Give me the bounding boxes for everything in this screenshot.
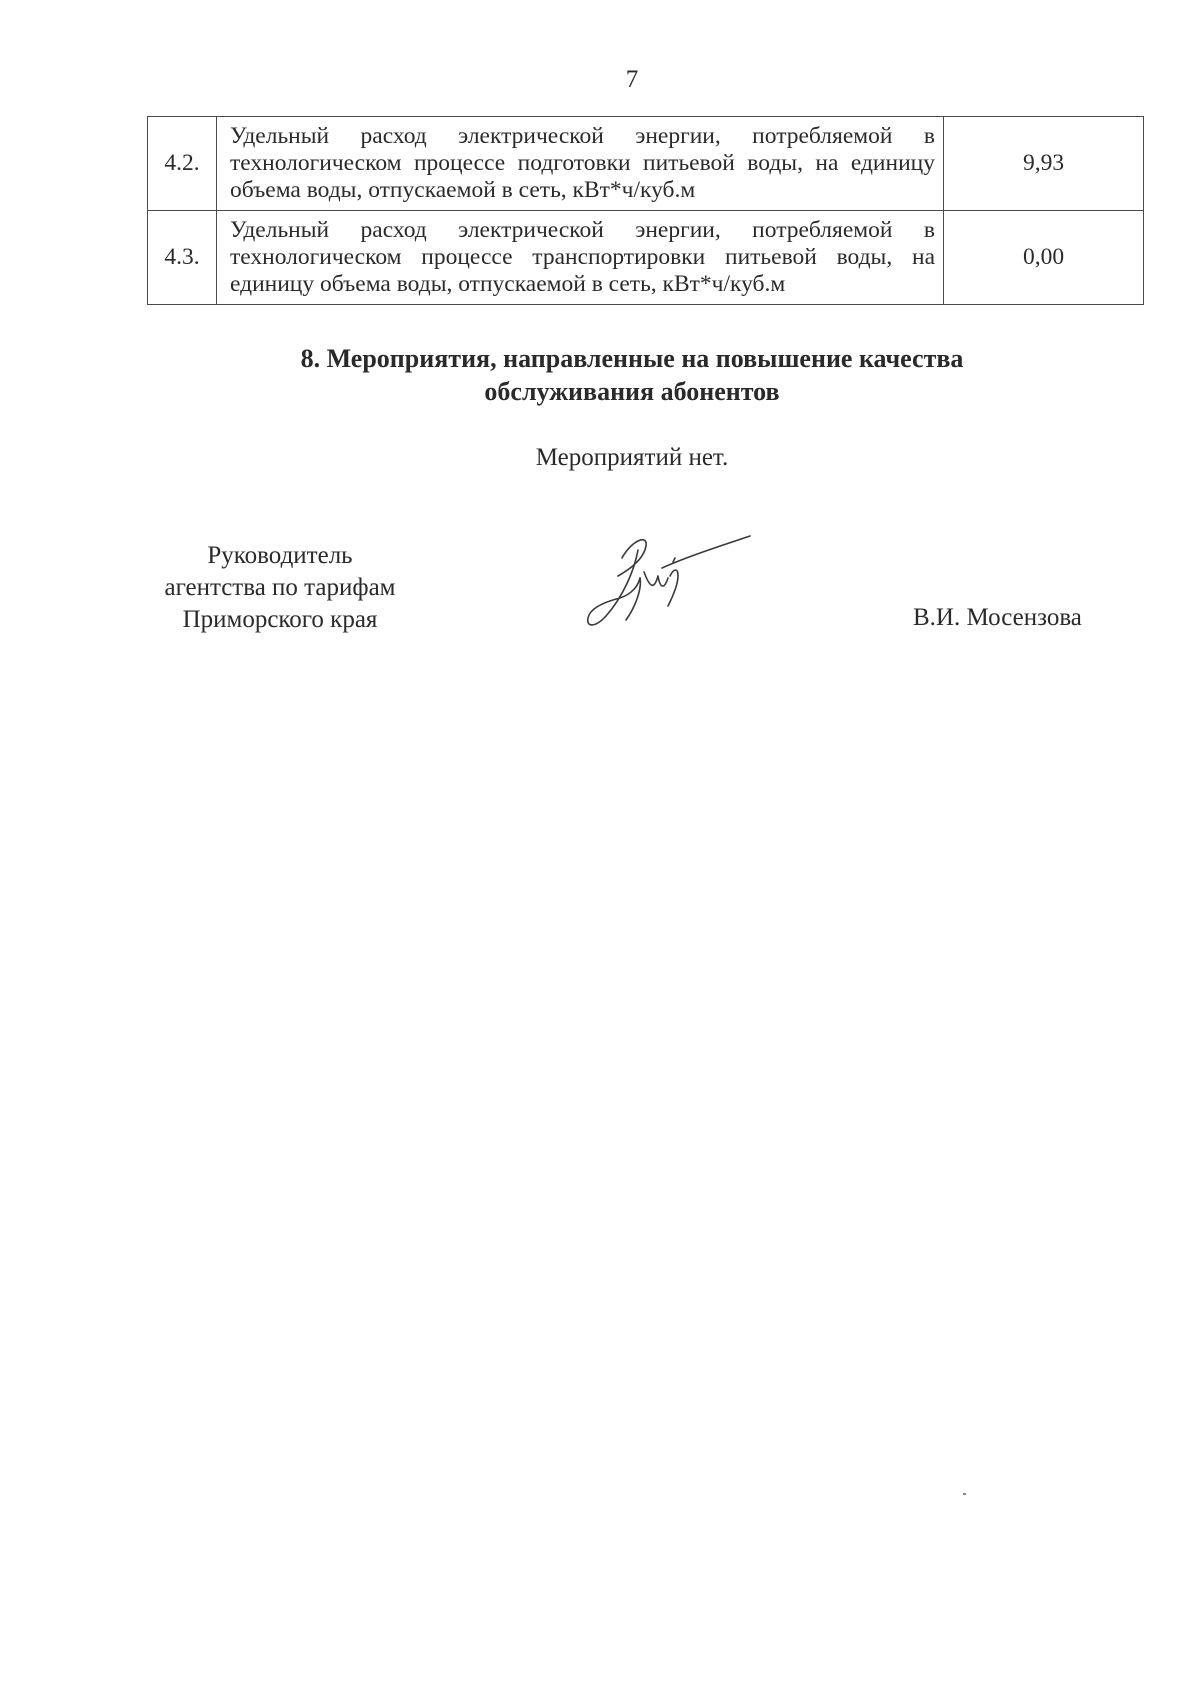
signer-position-line: Руководитель xyxy=(207,542,353,569)
section-heading-line: обслуживания абонентов xyxy=(484,377,780,406)
row-value: 9,93 xyxy=(944,117,1144,211)
signer-name: В.И. Мосензова xyxy=(913,604,1082,631)
signer-position xyxy=(130,540,430,636)
page-number: 7 xyxy=(625,66,639,93)
row-description: Удельный расход электрической энергии, потребляемой в технологическом процессе подготовки питьевой воды, на единицу объема воды, отпускаемой в сеть, кВт*ч/куб.м xyxy=(217,117,944,211)
handwritten-signature xyxy=(574,528,754,638)
section-heading-line: 8. Мероприятия, направленные на повышение качества xyxy=(300,344,964,373)
section-body-text: Мероприятий нет. xyxy=(535,444,729,471)
table-row xyxy=(148,117,1144,211)
row-number: 4.3. xyxy=(148,211,217,305)
row-number: 4.2. xyxy=(148,117,217,211)
row-description: Удельный расход электрической энергии, потребляемой в технологическом процессе транспортировки питьевой воды, на единицу объема воды, отпускаемой в сеть, кВт*ч/куб.м xyxy=(217,211,944,305)
scan-speck xyxy=(963,1493,966,1495)
table-row xyxy=(148,211,1144,305)
signer-position-line: агентства по тарифам xyxy=(164,574,396,601)
section-heading xyxy=(0,342,1200,408)
signer-position-line: Приморского края xyxy=(182,606,378,633)
row-value: 0,00 xyxy=(944,211,1144,305)
indicators-table xyxy=(147,116,1144,305)
